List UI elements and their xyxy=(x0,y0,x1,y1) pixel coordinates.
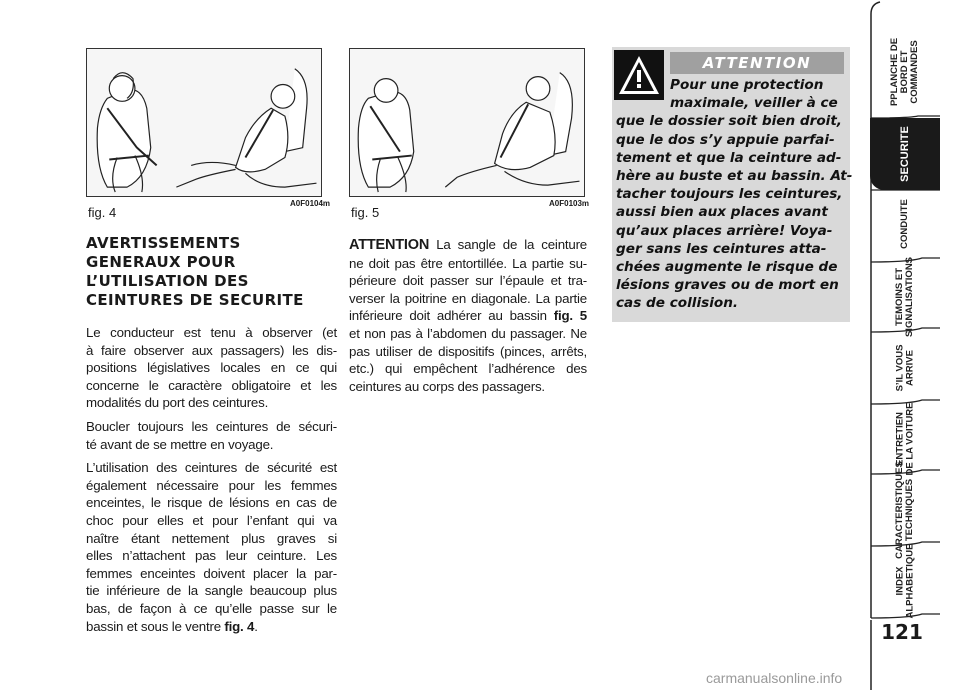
text-line: modalités du port des ceintures. xyxy=(86,395,269,411)
text-line: ceintures au corps des passagers. xyxy=(349,378,545,394)
text-line: concerne le caractère obligatoire et les xyxy=(86,377,337,393)
tab-label xyxy=(895,257,915,337)
column-1-text xyxy=(86,324,337,641)
text-line: elles n’attachent pas leur ceinture. Les xyxy=(86,548,337,564)
attention-line: chées augmente le risque de xyxy=(616,259,838,276)
tab-label-line: BORD ET xyxy=(899,50,910,94)
attention-line: que le dos s’y appuie parfai- xyxy=(616,131,835,148)
paragraph-pregnant xyxy=(86,459,337,635)
attention-line: ger sans les ceintures atta- xyxy=(616,240,827,257)
heading-line: CEINTURES DE SECURITE xyxy=(86,291,304,309)
figure-4-reference: fig. 4 xyxy=(224,618,255,634)
figure-5-illustration xyxy=(349,48,585,197)
attention-lead: ATTENTION xyxy=(349,237,430,253)
tab-label-line: INDEX xyxy=(894,566,906,596)
text-line xyxy=(349,307,587,325)
tab-label-line: ALPHABETIQUE xyxy=(904,543,916,619)
tab-label-line: CONDUITE xyxy=(899,199,910,249)
tab-label-line: DE LA VOITURE xyxy=(904,402,916,476)
text-line: et non pas à l’abdomen du passager. Ne xyxy=(349,325,587,341)
attention-line: Pour une protection xyxy=(670,77,824,93)
tab-sil-vous-arrive[interactable] xyxy=(870,332,940,404)
tab-label-line: PPLANCHE DE xyxy=(889,37,900,107)
tab-label-line: S’IL VOUS xyxy=(894,344,905,392)
tab-label xyxy=(900,126,910,182)
attention-line: que le dossier soit bien droit, xyxy=(616,113,842,130)
text-line: femmes enceintes doivent placer la par- xyxy=(86,565,337,581)
tab-label-line: TECHNIQUES xyxy=(904,478,915,542)
tab-label-line: SECURITE xyxy=(899,126,911,182)
text-line: té avant de se mettre en voyage. xyxy=(86,436,274,452)
tab-label xyxy=(895,544,915,619)
page-number: 121 xyxy=(881,620,923,644)
figure-5-code: A0F0103m xyxy=(549,199,590,208)
column-2-text xyxy=(349,236,587,401)
heading-line: L’UTILISATION DES xyxy=(86,272,249,290)
tab-temoins[interactable] xyxy=(870,256,940,338)
section-heading xyxy=(86,234,336,310)
tab-planche-de-bord[interactable] xyxy=(870,28,940,116)
tab-index[interactable] xyxy=(870,543,940,619)
text-line: positions législatives locales en ce qui xyxy=(86,360,337,376)
text-line: pas utiliser de dispositifs (pinces, arrêts, xyxy=(349,343,587,359)
attention-line: lésions graves ou de mort en xyxy=(616,277,839,294)
text-line: Boucler toujours les ceintures de sécuri- xyxy=(86,418,337,434)
attention-line: tement et que la ceinture ad- xyxy=(616,149,842,166)
tab-label-line: SIGNALISATIONS xyxy=(904,256,915,338)
attention-line: aussi bien aux places avant xyxy=(616,204,828,221)
text-line: bas, de façon à ce qu’elle passe sur le xyxy=(86,600,337,616)
text-line: enceintes, le risque de lésions en cas de xyxy=(86,495,337,511)
figure-5-drawing xyxy=(350,49,584,196)
text-line: choc pour elles et pour l’enfant qui va xyxy=(86,512,337,528)
watermark: carmanualsonline.info xyxy=(706,670,843,686)
text-run: . xyxy=(254,618,258,634)
tab-label-line: ARRIVE xyxy=(904,350,915,386)
attention-line: hère au buste et au bassin. At- xyxy=(616,168,853,185)
figure-5-reference: fig. 5 xyxy=(553,308,587,324)
tab-label xyxy=(895,345,915,392)
text-run: La sangle de la ceinture xyxy=(429,237,587,252)
tab-label xyxy=(890,38,920,106)
tab-securite[interactable] xyxy=(870,118,940,190)
text-line: L’utilisation des ceintures de sécurité est xyxy=(86,460,337,476)
text-line: verser la poitrine en diagonale. La partie xyxy=(349,290,587,306)
text-line: périeure doit passer sur l’épaule et tra- xyxy=(349,273,587,289)
tab-label xyxy=(900,199,910,249)
text-line: également nécessaire pour les femmes xyxy=(86,477,337,493)
attention-text xyxy=(616,76,853,313)
chapter-sidebar xyxy=(870,0,960,692)
text-run: inférieure doit adhérer au bassin xyxy=(349,308,554,324)
text-line: tie inférieure de la sangle beaucoup plus xyxy=(86,583,337,599)
tab-label-line: CARACTERISTIQUES xyxy=(894,461,905,559)
figure-5-label: fig. 5 xyxy=(351,205,380,220)
text-line xyxy=(86,618,337,636)
tab-label-line: TEMOINS ET xyxy=(894,267,905,327)
heading-line: GENERAUX POUR xyxy=(86,253,236,271)
attention-line: maximale, veiller à ce xyxy=(670,95,838,112)
attention-title: ATTENTION xyxy=(670,52,844,74)
attention-line: cas de collision. xyxy=(616,295,739,312)
attention-line: tacher toujours les ceintures, xyxy=(616,186,843,203)
text-line: à faire observer aux passagers) les dis- xyxy=(86,342,337,358)
text-line xyxy=(349,236,587,255)
tab-conduite[interactable] xyxy=(870,190,940,258)
tab-label-line: ENTRETIEN xyxy=(894,412,906,466)
paragraph-buckle xyxy=(86,418,337,453)
text-line: etc.) qui empêchent l’adhérence des xyxy=(349,361,587,377)
text-line: ne doit pas être entortillée. La partie su- xyxy=(349,255,587,271)
figure-4-illustration xyxy=(86,48,322,197)
text-line: naître étant nettement plus graves si xyxy=(86,530,337,546)
attention-line: qu’aux places arrière! Voya- xyxy=(616,222,833,239)
text-run: bassin et sous le ventre xyxy=(86,618,225,634)
tab-caracteristiques[interactable] xyxy=(870,461,940,559)
paragraph-attention-belt xyxy=(349,236,587,395)
text-line: Le conducteur est tenu à observer (et xyxy=(86,325,337,340)
paragraph-legal xyxy=(86,324,337,412)
tab-label-line: COMMANDES xyxy=(909,40,920,104)
figure-4-drawing xyxy=(87,49,321,196)
figure-4-label: fig. 4 xyxy=(88,205,117,220)
figure-4-code: A0F0104m xyxy=(290,199,331,208)
heading-line: AVERTISSEMENTS xyxy=(86,234,241,252)
